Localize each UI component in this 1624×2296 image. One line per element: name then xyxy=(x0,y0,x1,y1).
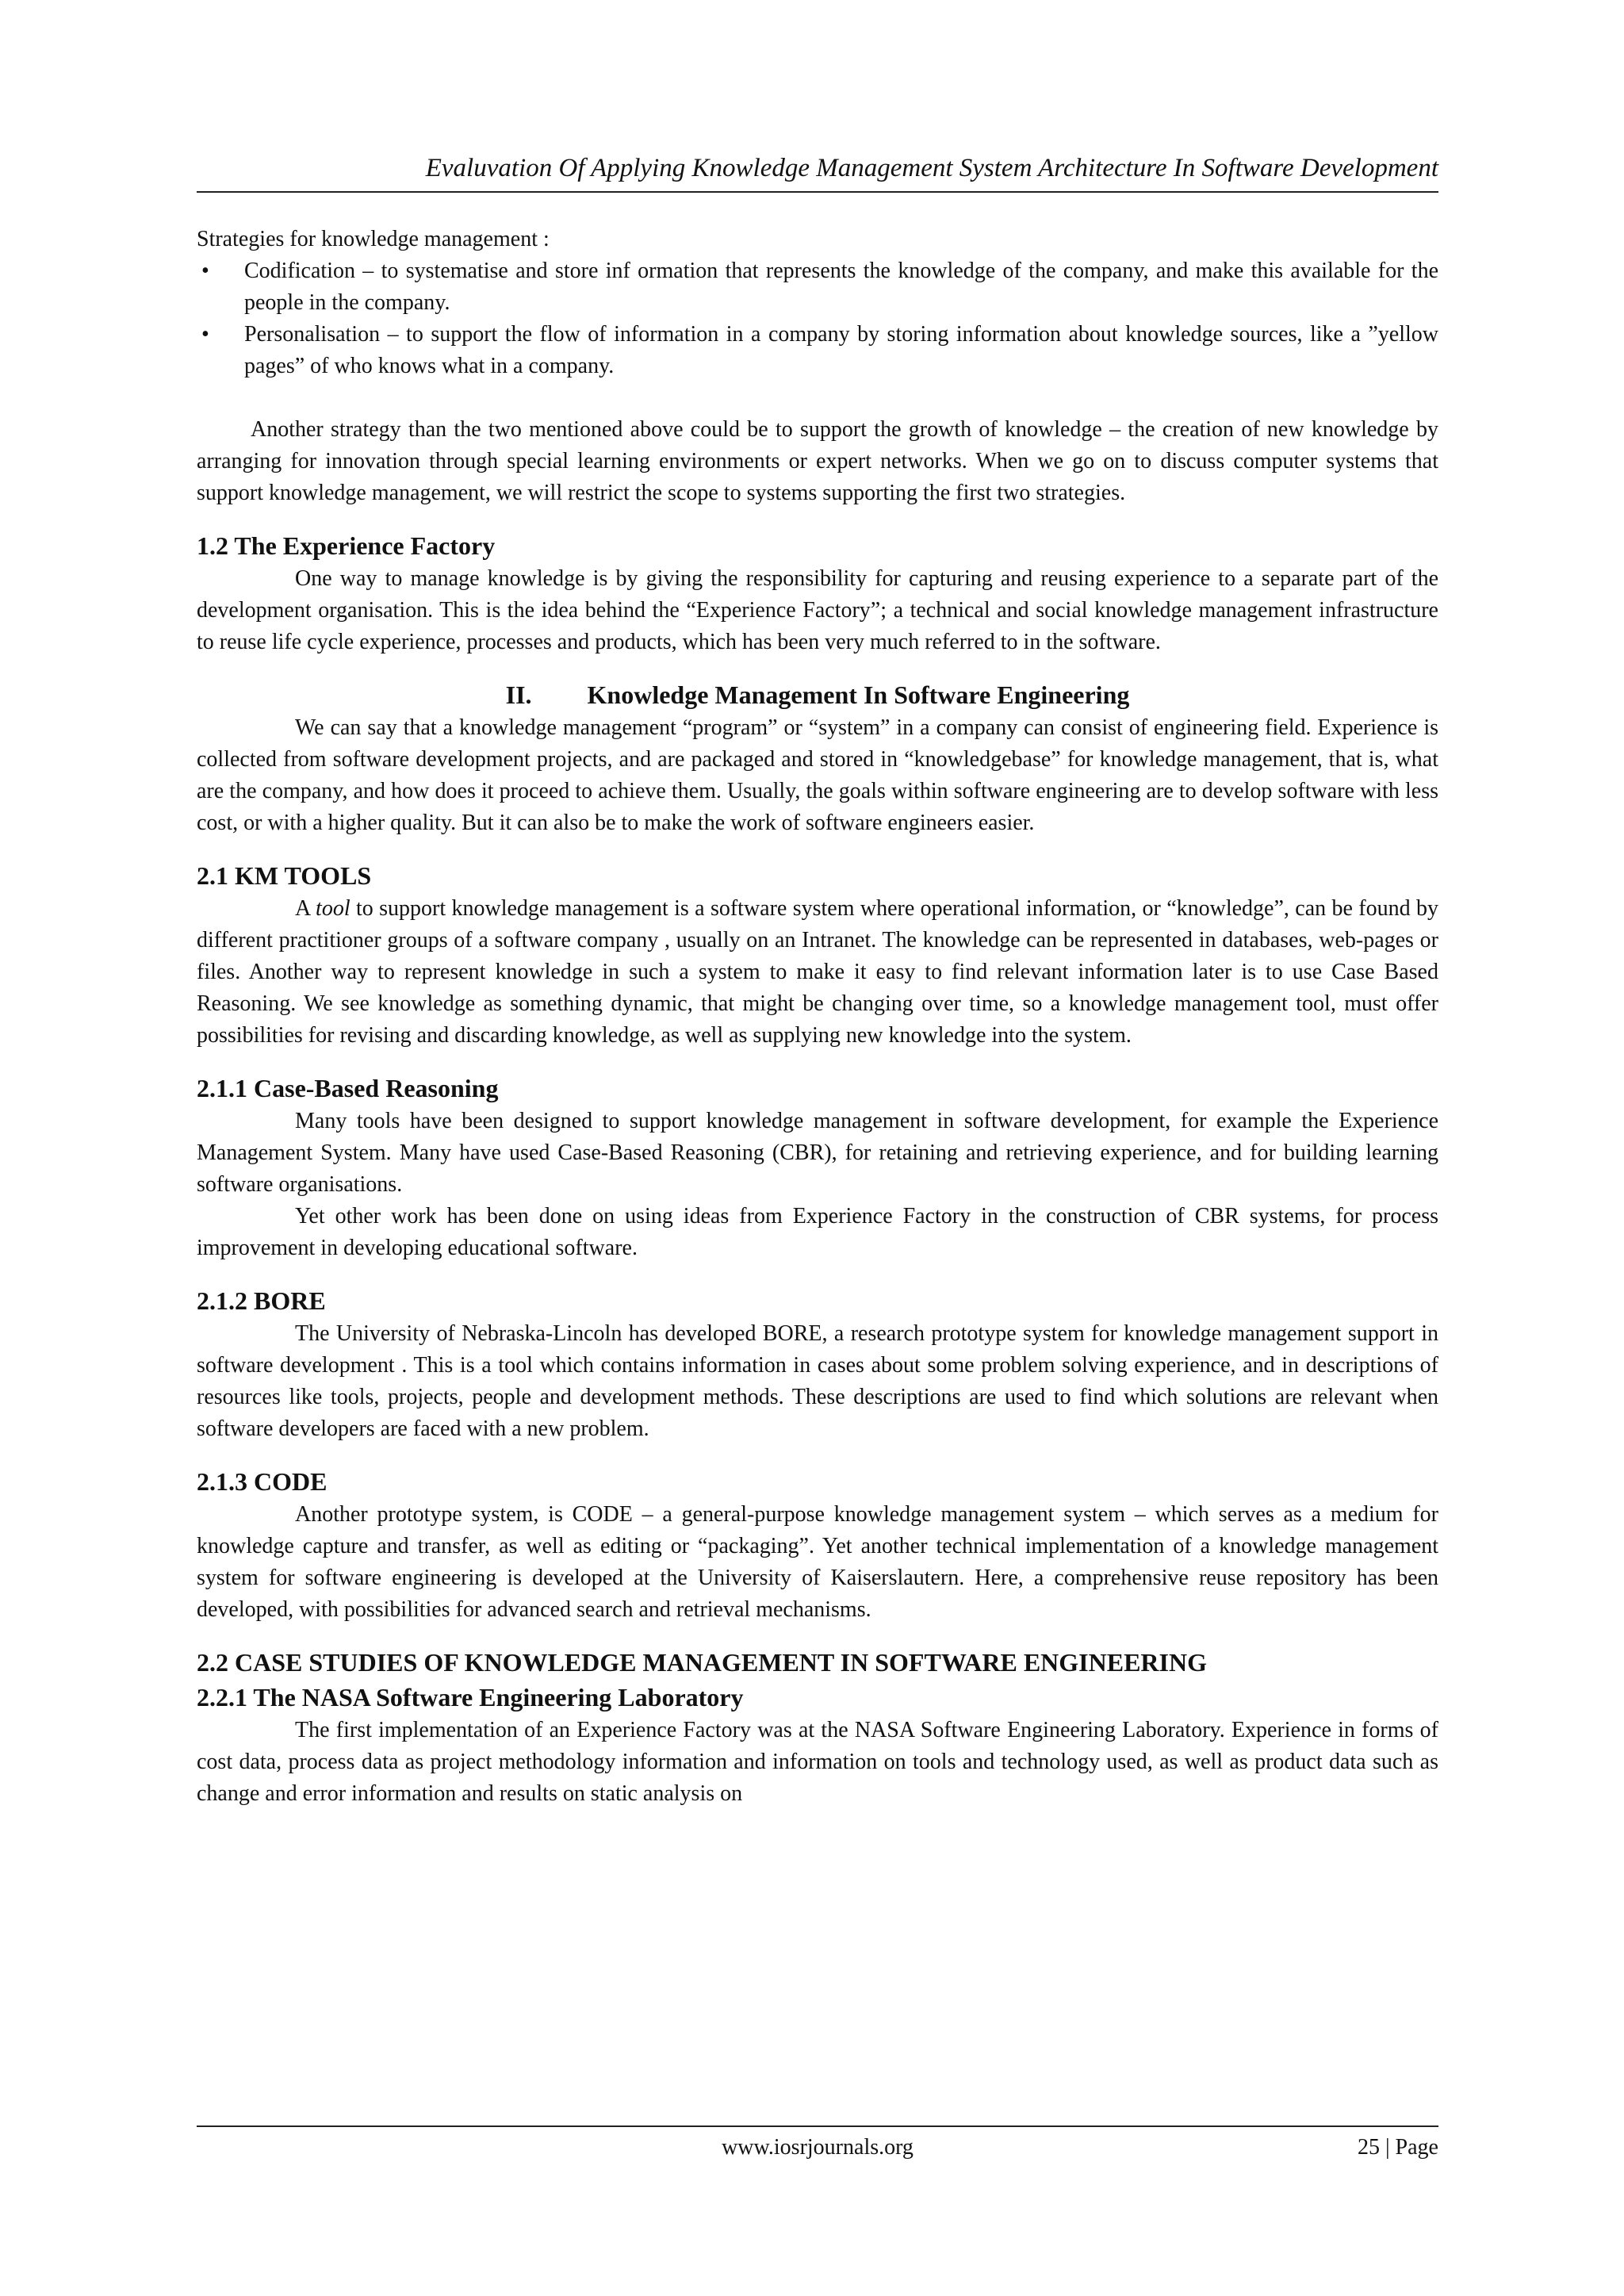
page-body xyxy=(197,224,1438,1810)
list-item xyxy=(197,319,1438,382)
section-heading-2-1-1: 2.1.1 Case-Based Reasoning xyxy=(197,1074,499,1102)
list-item xyxy=(197,255,1438,319)
footer-rule xyxy=(197,2125,1438,2127)
journal-url: www.iosrjournals.org xyxy=(722,2135,914,2160)
paragraph-2-1-1-b: Yet other work has been done on using ideas from Experience Factory in the construction of CBR systems, for process improvement in developing educational software. xyxy=(197,1204,1438,1260)
intro-paragraph: Another strategy than the two mentioned above could be to support the growth of knowledge – the creation of new knowledge by arranging for innovation through special learning environments or expert networks. When we go on to discuss computer systems that support knowledge management, we will restrict the scope to systems supporting the first two strategies. xyxy=(197,417,1438,505)
section-heading-1-2: 1.2 The Experience Factory xyxy=(197,531,496,560)
list-item-text: Codification – to systematise and store inf ormation that represents the knowledge of the company, and make this available for the people in the company. xyxy=(244,259,1438,315)
strategies-list xyxy=(197,255,1438,382)
paragraph-2-1-3: Another prototype system, is CODE – a general-purpose knowledge management system – which serves as a medium for knowledge capture and transfer, as well as editing or “packaging”. Yet another technical implementation of a knowledge management system for software engineering is developed at the University of Kaiserslautern. Here, a comprehensive reuse repository has been developed, with possibilities for advanced search and retrieval mechanisms. xyxy=(197,1502,1438,1622)
section-heading-2-1-2: 2.1.2 BORE xyxy=(197,1286,326,1315)
paragraph-1-2: One way to manage knowledge is by giving the responsibility for capturing and reusing experience to a separate part of the development organisation. This is the idea behind the “Experience Factory”; a technical and social knowledge management infrastructure to reuse life cycle experience, processes and products, which has been very much referred to in the software. xyxy=(197,566,1438,654)
section-heading-2-2-1: 2.2.1 The NASA Software Engineering Laboratory xyxy=(197,1683,744,1711)
section-heading-2-1-3: 2.1.3 CODE xyxy=(197,1467,327,1496)
page-footer xyxy=(197,2132,1438,2164)
running-header: Evaluvation Of Applying Knowledge Management System Architecture In Software Development xyxy=(425,154,1438,182)
list-item-text: Personalisation – to support the flow of information in a company by storing information about knowledge sources, like a ”yellow pages” of who knows what in a company. xyxy=(244,322,1438,378)
paragraph-ii: We can say that a knowledge management “program” or “system” in a company can consist of engineering field. Experience is collected from software development projects, and are packaged and stored in “knowledgebase” for knowledge management, that is, what are the company, and how does it proceed to achieve them. Usually, the goals within software engineering are to develop software with less cost, or with a higher quality. But it can also be to make the work of software engineers easier. xyxy=(197,715,1438,835)
section-heading-ii xyxy=(197,677,1438,712)
section-heading-2-2: 2.2 CASE STUDIES OF KNOWLEDGE MANAGEMENT IN SOFTWARE ENGINEERING xyxy=(197,1648,1207,1677)
section-heading-2-1: 2.1 KM TOOLS xyxy=(197,861,372,890)
page-number: 25 | Page xyxy=(1357,2135,1438,2160)
paragraph-2-1: A tool to support knowledge management is a software system where operational information, or “knowledge”, can be found by different practitioner groups of a software company , usually on an Intranet. The knowledge can be represented in databases, web-pages or files. Another way to represent knowledge in such a system to make it easy to find relevant information later is to use Case Based Reasoning. We see knowledge as something dynamic, that might be changing over time, so a knowledge management tool, must offer possibilities for revising and discarding knowledge, as well as supplying new knowledge into the system. xyxy=(197,896,1438,1048)
bullet-icon: • xyxy=(201,322,209,347)
paragraph-2-1-1-a: Many tools have been designed to support knowledge management in software development, for example the Experience Management System. Many have used Case-Based Reasoning (CBR), for retaining and retrieving experience, and for building learning software organisations. xyxy=(197,1109,1438,1197)
strategies-lead: Strategies for knowledge management : xyxy=(197,227,550,251)
bullet-icon: • xyxy=(201,259,209,283)
section-number: II. xyxy=(505,680,532,709)
emphasis-tool: tool xyxy=(316,896,350,921)
paragraph-2-1-2: The University of Nebraska-Lincoln has developed BORE, a research prototype system for knowledge management support in software development . This is a tool which contains information in cases about some problem solving experience, and in descriptions of resources like tools, projects, people and development methods. These descriptions are used to find which solutions are relevant when software developers are faced with a new problem. xyxy=(197,1321,1438,1441)
section-title: Knowledge Management In Software Engineering xyxy=(587,680,1130,709)
header-rule xyxy=(197,191,1438,193)
paragraph-2-2-1: The first implementation of an Experience Factory was at the NASA Software Engineering Laboratory. Experience in forms of cost data, process data as project methodology information and information on tools and technology used, as well as product data such as change and error information and results on static analysis on xyxy=(197,1718,1438,1806)
